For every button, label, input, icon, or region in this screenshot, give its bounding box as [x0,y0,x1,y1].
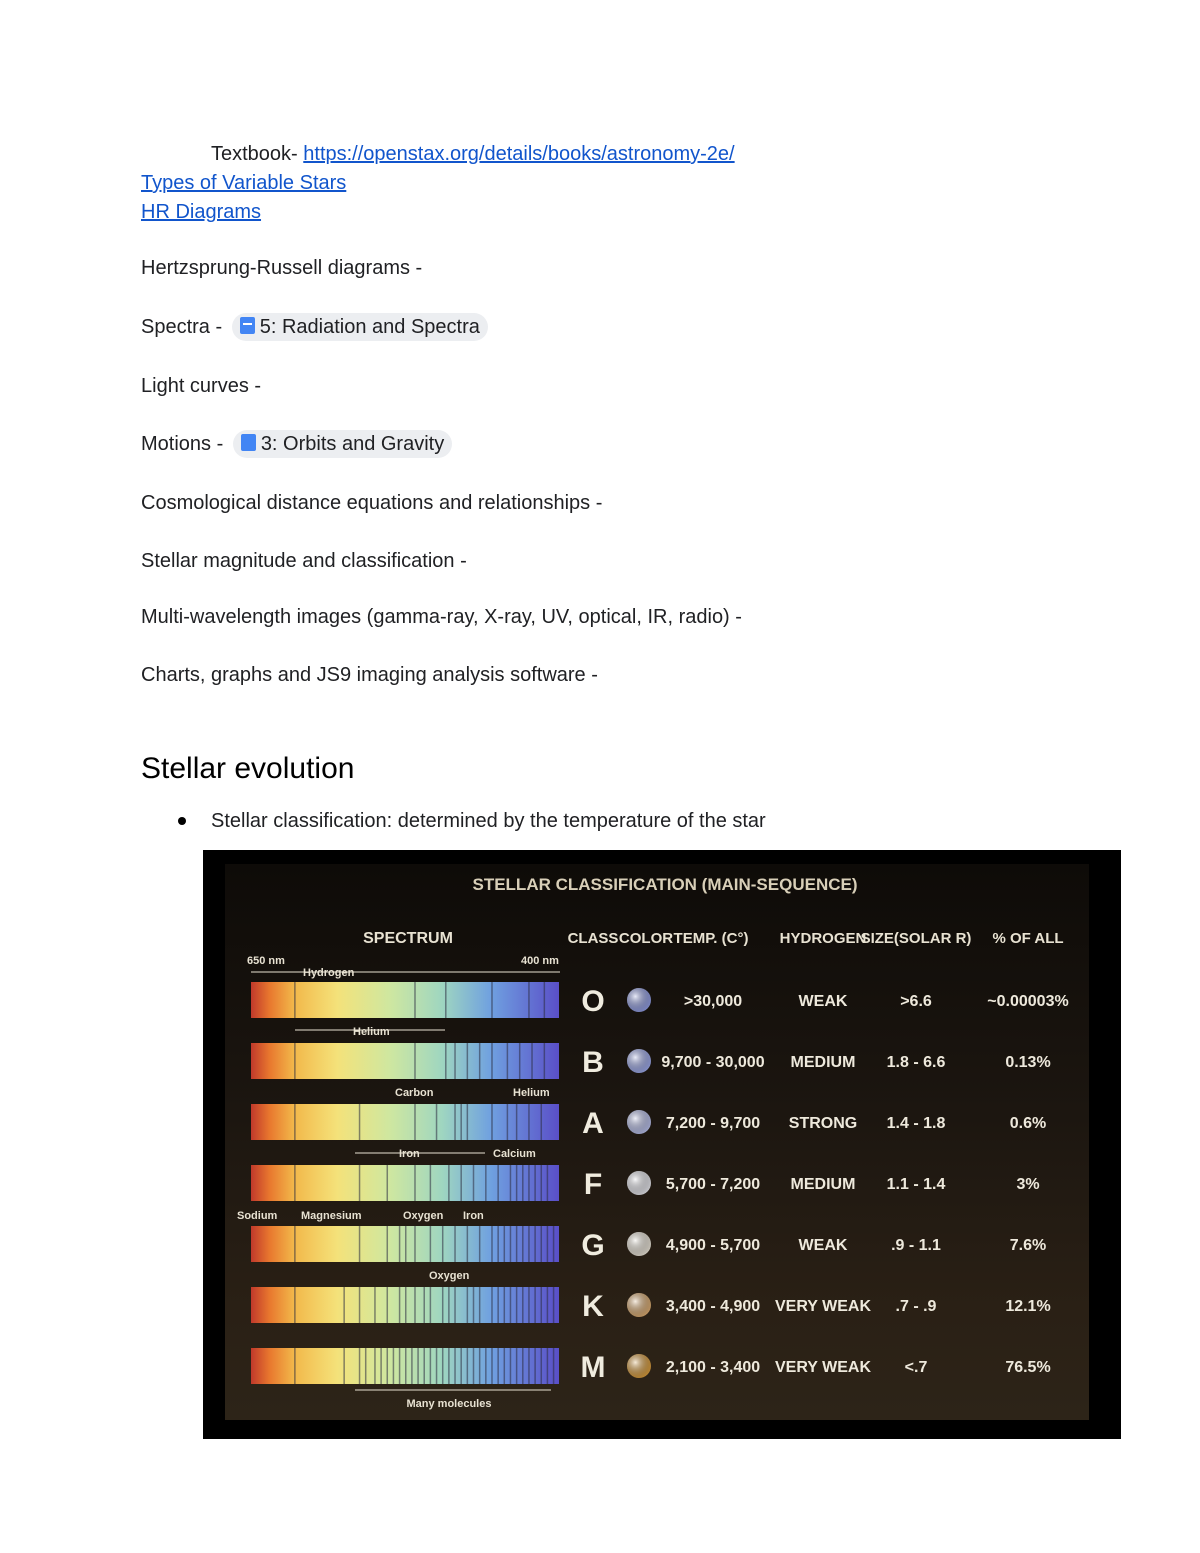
absorption-line [528,1104,530,1140]
absorption-line [405,1226,407,1262]
absorption-line [430,1287,432,1323]
hydrogen-value: MEDIUM [790,1176,856,1193]
absorption-line [491,1348,493,1384]
absorption-line [294,1348,296,1384]
size-value: 1.1 - 1.4 [886,1176,946,1193]
absorption-line [442,1287,444,1323]
label-iron: Iron [399,1148,420,1160]
absorption-line [294,1165,296,1201]
absorption-line [414,982,416,1018]
absorption-line [343,1348,345,1384]
absorption-line [454,1043,456,1079]
absorption-line [387,1287,389,1323]
absorption-line [460,1104,462,1140]
absorption-line [414,1043,416,1079]
spectrum-header: SPECTRUM [363,930,453,947]
absorption-line [467,1287,469,1323]
wavelength-650: 650 nm [247,955,285,967]
absorption-line [414,1287,416,1323]
textbook-label: Textbook- [211,143,304,165]
textbook-line [211,142,735,166]
absorption-line [442,1348,444,1384]
topic-multiwavelength: Multi-wavelength images (gamma-ray, X-ray, UV, optical, IR, radio) - [141,606,742,628]
percent-value: ~0.00003% [987,993,1069,1010]
hr-diagrams-link[interactable]: HR Diagrams [141,201,262,223]
absorption-line [491,1043,493,1079]
absorption-line [510,1287,512,1323]
size-value: >6.6 [900,993,932,1010]
absorption-line [528,1165,530,1201]
star-color-shading [627,988,651,1012]
size-value: 1.4 - 1.8 [886,1115,946,1132]
absorption-line [294,1104,296,1140]
absorption-line [442,1226,444,1262]
absorption-line [448,1165,450,1201]
absorption-line [294,1226,296,1262]
hydrogen-value: VERY WEAK [774,1359,872,1376]
absorption-line [519,1043,521,1079]
absorption-line [374,1287,376,1323]
label-helium-b: Helium [513,1087,550,1099]
absorption-line [414,1226,416,1262]
absorption-line [504,1287,506,1323]
temperature-value: 5,700 - 7,200 [665,1176,761,1193]
absorption-line [522,1348,524,1384]
absorption-line [491,982,493,1018]
topic-hr: Hertzsprung-Russell diagrams - [141,257,423,279]
absorption-line [365,1348,367,1384]
absorption-line [497,1165,499,1201]
wavelength-400: 400 nm [521,955,559,967]
absorption-line [411,1348,413,1384]
absorption-line [454,1287,456,1323]
topic-spectra-label: Spectra - [141,316,223,338]
stellar-classification-figure [203,850,1121,1439]
absorption-line [454,1226,456,1262]
label-sodium: Sodium [237,1210,278,1222]
absorption-line [460,1165,462,1201]
star-class-letter: A [582,1107,604,1140]
temperature-value: 7,200 - 9,700 [665,1115,761,1132]
absorption-line [497,1226,499,1262]
absorption-line [510,1165,512,1201]
bullet-text: Stellar classification: determined by the temperature of the star [211,810,766,832]
column-header: CLASS [567,930,619,947]
absorption-line [399,1348,401,1384]
spectra-group [251,982,559,1384]
spectra-chip-label: 5: Radiation and Spectra [259,316,480,338]
absorption-line [473,1287,475,1323]
percent-value: 7.6% [1009,1237,1047,1254]
absorption-line [479,1043,481,1079]
absorption-line [405,1348,407,1384]
spectrum-strip [251,982,559,1018]
absorption-line [553,1287,555,1323]
temperature-value: 4,900 - 5,700 [665,1237,761,1254]
column-header: HYDROGEN [779,930,867,947]
hydrogen-value: STRONG [788,1115,858,1132]
size-value: .7 - .9 [895,1298,937,1315]
absorption-line [491,1287,493,1323]
hr-diagrams-line [141,200,261,224]
column-header: % OF ALL [992,930,1064,947]
absorption-line [473,1348,475,1384]
absorption-line [467,1226,469,1262]
label-calcium: Calcium [493,1148,536,1160]
document-icon [241,434,256,451]
star-color-shading [627,1293,651,1317]
absorption-line [454,1104,456,1140]
label-oxygen-b: Oxygen [429,1270,470,1282]
absorption-line [436,1104,438,1140]
absorption-line [417,1348,419,1384]
absorption-line [445,1043,447,1079]
variable-stars-line [141,171,346,195]
absorption-line [448,1348,450,1384]
absorption-line [387,1348,389,1384]
hydrogen-value: VERY WEAK [774,1298,872,1315]
absorption-line [491,1226,493,1262]
motions-chip-label: 3: Orbits and Gravity [260,433,445,455]
absorption-line [343,1287,345,1323]
absorption-line [497,1287,499,1323]
absorption-line [553,1348,555,1384]
absorption-line [522,1165,524,1201]
spectrum-strip [251,1104,559,1140]
absorption-line [485,1348,487,1384]
absorption-line [359,1287,361,1323]
absorption-line [544,982,546,1018]
absorption-line [430,1165,432,1201]
absorption-line [516,1226,518,1262]
absorption-line [467,1348,469,1384]
absorption-line [414,1104,416,1140]
class-rows [581,985,1069,1384]
topic-cosmological: Cosmological distance equations and relationships - [141,492,603,514]
absorption-line [507,1043,509,1079]
absorption-line [436,1348,438,1384]
absorption-line [507,1104,509,1140]
absorption-line [374,1348,376,1384]
absorption-line [405,1287,407,1323]
absorption-line [544,1043,546,1079]
absorption-line [516,1287,518,1323]
star-color-shading [627,1049,651,1073]
percent-value: 3% [1016,1176,1040,1193]
topic-motions-label: Motions - [141,433,224,455]
absorption-line [504,1348,506,1384]
absorption-line [528,982,530,1018]
hydrogen-value: WEAK [798,993,848,1010]
absorption-line [541,1287,543,1323]
absorption-line [294,982,296,1018]
label-magnesium: Magnesium [301,1210,362,1222]
star-color-shading [627,1110,651,1134]
absorption-line [467,1043,469,1079]
absorption-line [528,1287,530,1323]
absorption-line [504,1226,506,1262]
absorption-line [430,1348,432,1384]
absorption-line [547,1226,549,1262]
absorption-line [553,1226,555,1262]
absorption-line [387,1226,389,1262]
temperature-value: 2,100 - 3,400 [665,1359,761,1376]
absorption-line [454,1348,456,1384]
spectra-chapter-chip[interactable] [232,313,488,341]
percent-value: 0.6% [1009,1115,1047,1132]
column-header: COLOR [618,930,674,947]
star-class-letter: F [583,1168,603,1201]
star-class-letter: B [582,1046,604,1079]
temperature-value: >30,000 [683,993,743,1010]
absorption-line [528,1348,530,1384]
absorption-line [541,1104,543,1140]
absorption-line [479,1287,481,1323]
absorption-line [399,1287,401,1323]
document-icon [240,317,255,334]
label-molecules: Many molecules [406,1398,492,1410]
label-helium: Helium [353,1026,390,1038]
topic-light-curves: Light curves - [141,375,262,397]
absorption-line [473,1165,475,1201]
star-color-shading [627,1232,651,1256]
absorption-line [460,1348,462,1384]
absorption-line [522,1287,524,1323]
percent-value: 0.13% [1005,1054,1051,1071]
column-headers [568,930,1064,947]
absorption-line [541,1348,543,1384]
temperature-value: 9,700 - 30,000 [661,1054,765,1071]
absorption-line [380,1348,382,1384]
topic-charts: Charts, graphs and JS9 imaging analysis software - [141,664,598,686]
star-class-letter: O [581,985,605,1018]
absorption-line [423,1287,425,1323]
star-color-shading [627,1171,651,1195]
absorption-line [479,1348,481,1384]
absorption-line [541,1165,543,1201]
bullet-dot [178,817,186,825]
absorption-line [359,1226,361,1262]
star-class-letter: K [582,1290,604,1323]
absorption-line [528,1226,530,1262]
absorption-line [534,1226,536,1262]
hydrogen-value: MEDIUM [790,1054,856,1071]
topic-magnitude: Stellar magnitude and classification - [141,550,467,572]
absorption-line [294,1287,296,1323]
absorption-line [547,1165,549,1201]
column-header: SIZE(SOLAR R) [860,930,972,947]
absorption-line [359,1104,361,1140]
absorption-line [534,1165,536,1201]
absorption-line [359,1165,361,1201]
label-hydrogen: Hydrogen [303,967,355,979]
absorption-line [491,1104,493,1140]
figure-svg [203,850,1121,1439]
absorption-line [448,1287,450,1323]
label-oxygen: Oxygen [403,1210,444,1222]
absorption-line [294,1043,296,1079]
star-class-letter: G [581,1229,605,1262]
textbook-link[interactable]: https://openstax.org/details/books/astronomy-2e/ [303,143,735,165]
motions-chapter-chip[interactable] [233,430,452,458]
absorption-line [359,1348,361,1384]
absorption-line [497,1348,499,1384]
absorption-line [516,1348,518,1384]
spectrum-strip [251,1165,559,1201]
column-header: TEMP. (C°) [673,930,749,947]
size-value: <.7 [904,1359,928,1376]
absorption-line [479,1226,481,1262]
star-color-shading [627,1354,651,1378]
absorption-line [510,1226,512,1262]
topic-spectra [141,313,488,341]
absorption-line [522,1226,524,1262]
label-carbon: Carbon [395,1087,434,1099]
absorption-line [445,982,447,1018]
absorption-line [541,1226,543,1262]
absorption-line [510,1348,512,1384]
percent-value: 12.1% [1005,1298,1051,1315]
absorption-line [547,1287,549,1323]
hydrogen-value: WEAK [798,1237,848,1254]
figure-title: STELLAR CLASSIFICATION (MAIN-SEQUENCE) [472,875,858,894]
absorption-line [430,1226,432,1262]
absorption-line [423,1348,425,1384]
absorption-line [387,1165,389,1201]
absorption-line [485,1165,487,1201]
spectrum-strip [251,1043,559,1079]
section-heading: Stellar evolution [141,752,355,785]
absorption-line [534,1348,536,1384]
size-value: .9 - 1.1 [891,1237,941,1254]
label-iron-b: Iron [463,1210,484,1222]
percent-value: 76.5% [1005,1359,1051,1376]
absorption-line [516,1165,518,1201]
absorption-line [531,1043,533,1079]
absorption-line [516,1104,518,1140]
absorption-line [414,1165,416,1201]
variable-stars-link[interactable]: Types of Variable Stars [141,172,347,194]
absorption-line [547,1348,549,1384]
topic-motions [141,430,452,458]
absorption-line [467,1104,469,1140]
absorption-line [534,1287,536,1323]
temperature-value: 3,400 - 4,900 [665,1298,761,1315]
absorption-line [399,1226,401,1262]
size-value: 1.8 - 6.6 [886,1054,946,1071]
star-class-letter: M [580,1351,606,1384]
absorption-line [393,1348,395,1384]
